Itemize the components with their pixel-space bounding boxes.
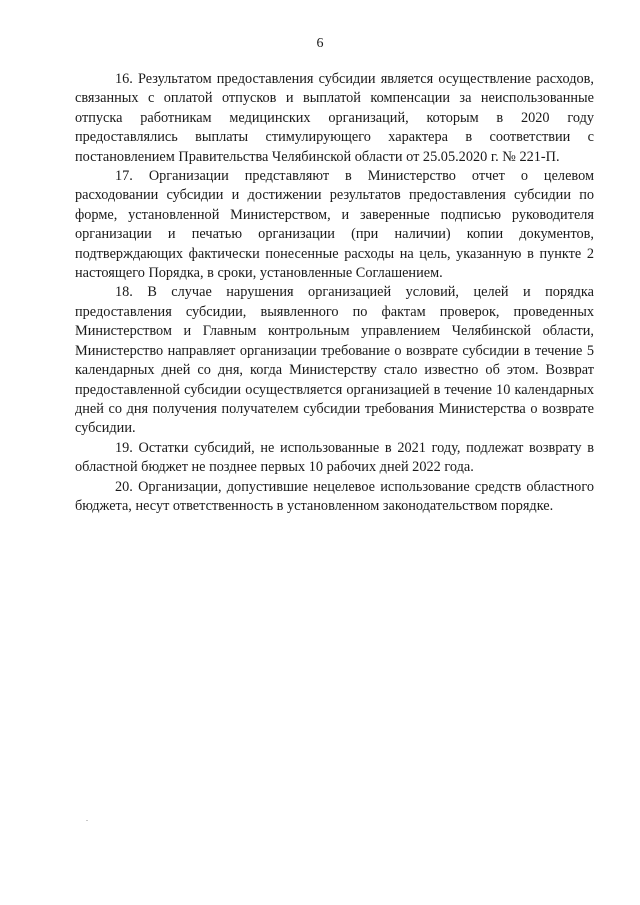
paragraph-19: 19. Остатки субсидий, не использованные в 2021 году, подлежат возврату в областной бюджет не позднее первых 10 рабочих дней 2022 года. [75,439,594,476]
paragraph-16: 16. Результатом предоставления субсидии является осуществление расходов, связанных с оплатой отпусков и выплатой компенсации за неиспользованные отпуска работникам медицинских организаций, которым в 2020 году предоставлялись выплаты стимулирующего характера в соответствии с постановлением Правительства Челябинской области от 25.05.2020 г. № 221-П. [75,71,594,165]
paragraph-17: 17. Организации представляют в Министерство отчет о целевом расходовании субсидии и достижении результатов предоставления субсидии по форме, установленной Министерством, и заверенные подписью руководителя организации и печатью организации (при наличии) копии документов, подтверждающих фактически понесенные расходы на цель, указанную в пункте 2 настоящего Порядка, в сроки, установленные Соглашением. [75,168,594,282]
paragraph-18: 18. В случае нарушения организацией условий, целей и порядка предоставления субсидии, выявленного по фактам проверок, проведенных Министерством и Главным контрольным управлением Челябинской области, Министерство направляет организации требование о возврате субсидии в течение 5 календарных дней со дня, когда Министерству стало известно об этом. Возврат предоставленной субсидии осуществляется организацией в течение 10 календарных дней со дня получения получателем субсидии требования Министерства о возврате субсидии. [75,284,594,437]
page-number: 6 [316,36,324,51]
scan-speck [86,820,88,821]
document-body [75,70,594,516]
paragraph-20: 20. Организации, допустившие нецелевое использование средств областного бюджета, несут ответственность в установленном законодательством порядке. [75,478,594,514]
